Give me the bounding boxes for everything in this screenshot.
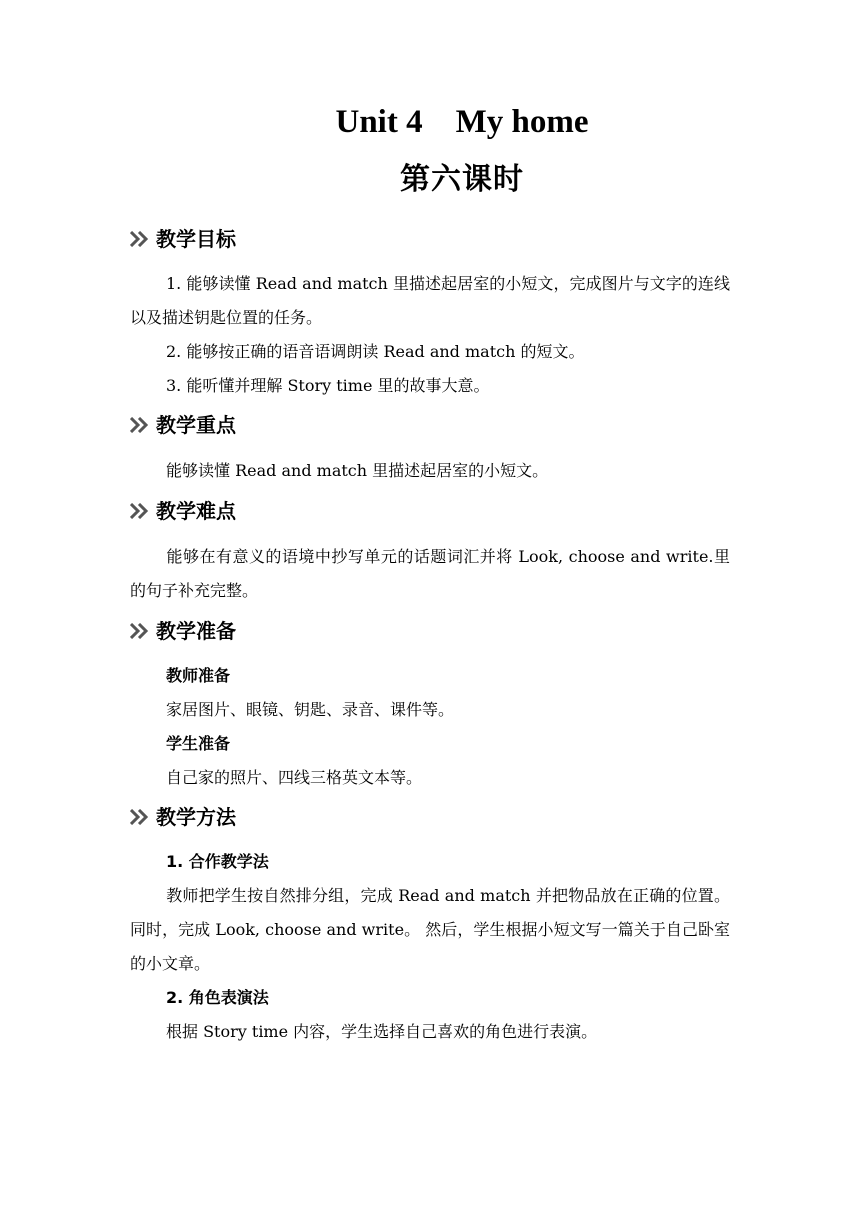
key-points-text: 能够读懂 Read and match 里描述起居室的小短文。 (166, 461, 549, 480)
section-difficulties-header (130, 496, 236, 526)
section-title: 教学难点 (156, 499, 236, 523)
student-prep-label: 学生准备 (166, 734, 231, 753)
difficulties-text: 能够在有意义的语境中抄写单元的话题词汇并将 Look, choose and write.里的句子补充完整。 (130, 547, 730, 600)
double-chevron-icon (130, 621, 155, 641)
section-title: 教学方法 (156, 805, 236, 829)
unit-title: Unit 4 My home (335, 104, 589, 140)
method-1-text: 教师把学生按自然排分组，完成 Read and match 并把物品放在正确的位置。同时，完成 Look, choose and write。 然后，学生根据小短文写一篇关于自己卧室的小文章。 (130, 886, 730, 973)
section-preparation-header (130, 616, 236, 646)
double-chevron-icon (130, 229, 155, 249)
lesson-title: 第六课时 (400, 162, 524, 197)
student-prep-text: 自己家的照片、四线三格英文本等。 (166, 768, 423, 787)
double-chevron-icon (130, 807, 155, 827)
goal-item-1: 1. 能够读懂 Read and match 里描述起居室的小短文，完成图片与文字的连线以及描述钥匙位置的任务。 (130, 274, 730, 327)
teacher-prep-text: 家居图片、眼镜、钥匙、录音、课件等。 (166, 700, 455, 719)
method-2-text: 根据 Story time 内容，学生选择自己喜欢的角色进行表演。 (166, 1022, 598, 1041)
section-title: 教学目标 (156, 227, 236, 251)
double-chevron-icon (130, 501, 155, 521)
double-chevron-icon (130, 415, 155, 435)
section-title: 教学重点 (156, 413, 236, 437)
goal-item-2: 2. 能够按正确的语音语调朗读 Read and match 的短文。 (166, 342, 585, 361)
goal-item-3: 3. 能听懂并理解 Story time 里的故事大意。 (166, 376, 490, 395)
teacher-prep-label: 教师准备 (166, 666, 231, 685)
method-1-label: 1. 合作教学法 (166, 852, 269, 871)
method-2-label: 2. 角色表演法 (166, 988, 269, 1007)
section-key-points-header (130, 410, 236, 440)
section-methods-header (130, 802, 236, 832)
section-title: 教学准备 (156, 619, 236, 643)
section-goals-header (130, 224, 236, 254)
